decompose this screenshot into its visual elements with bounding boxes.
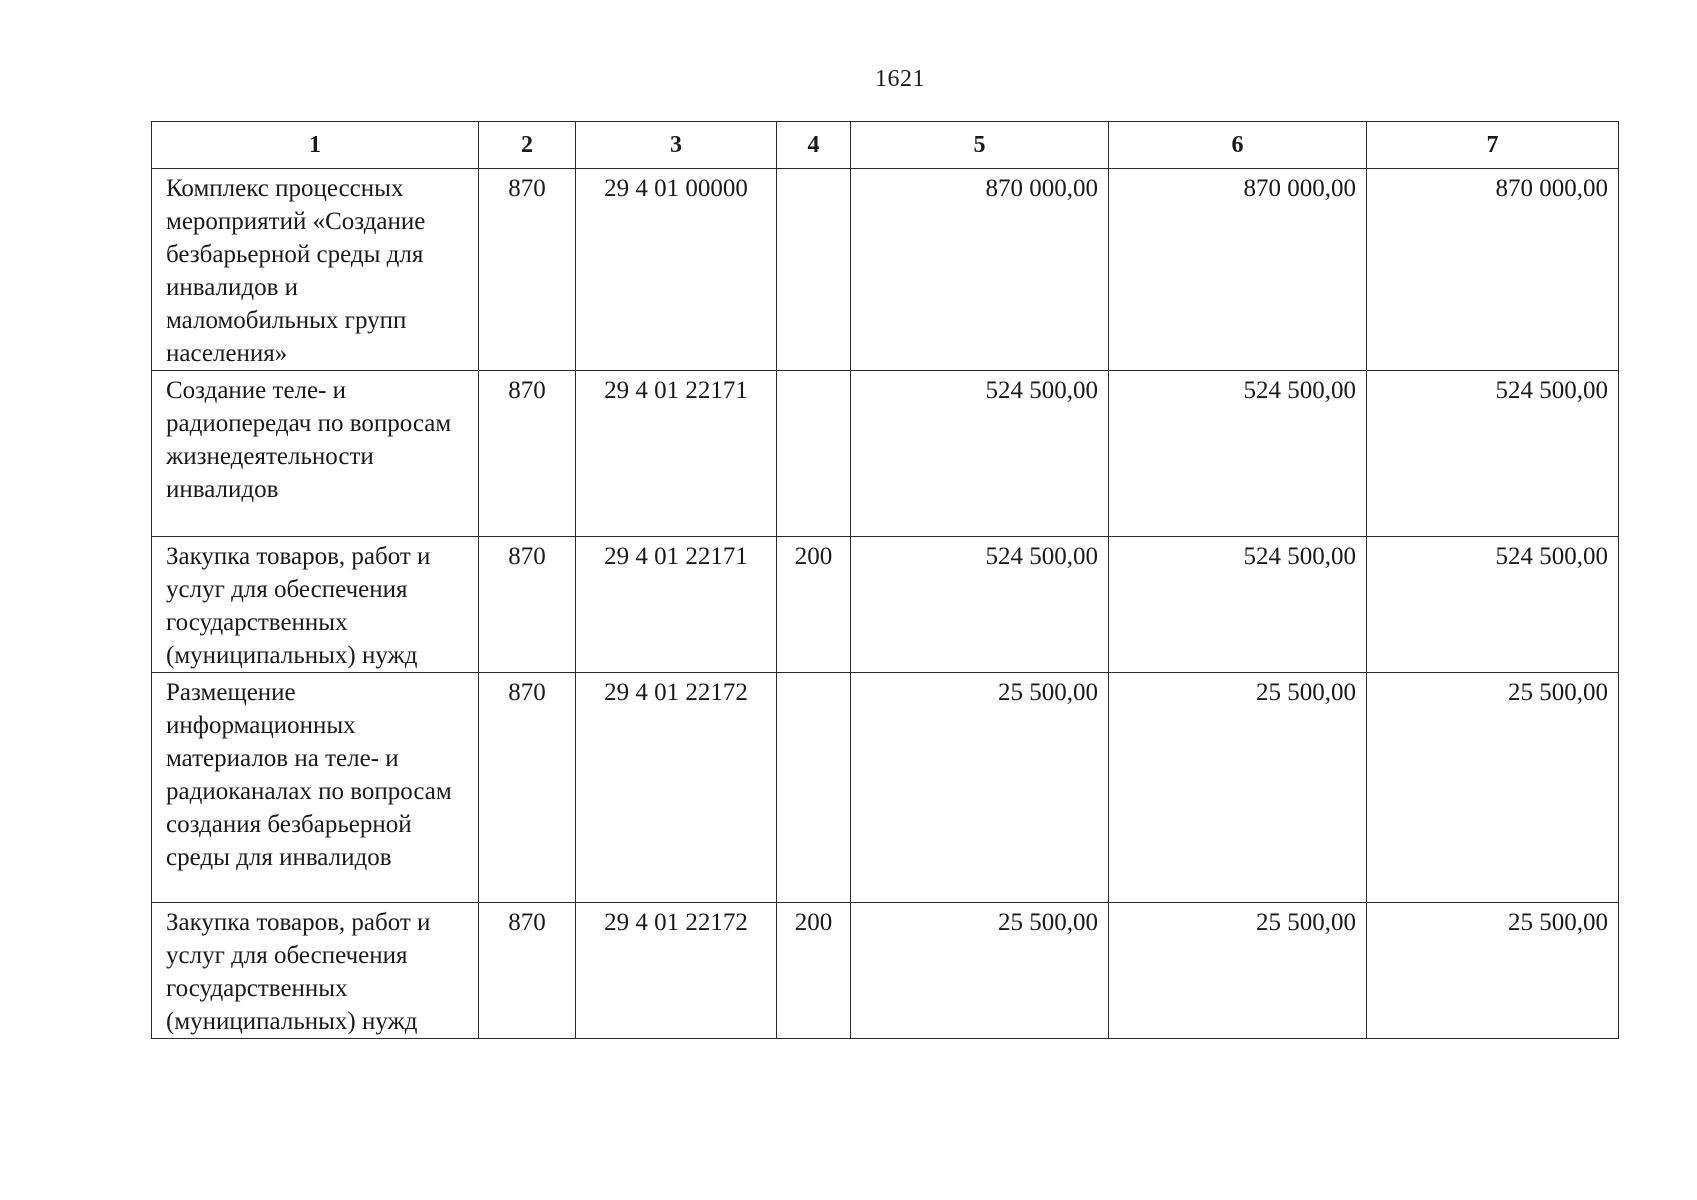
table-row bbox=[152, 371, 1619, 537]
expense-type-cell: 200 bbox=[777, 903, 851, 1039]
org-code-cell: 870 bbox=[479, 371, 576, 537]
target-code-cell: 29 4 01 00000 bbox=[576, 169, 777, 371]
table-row bbox=[152, 537, 1619, 673]
amount-col6-cell: 524 500,00 bbox=[1109, 537, 1367, 673]
expense-type-cell: 200 bbox=[777, 537, 851, 673]
amount-col5-cell: 25 500,00 bbox=[851, 673, 1109, 903]
column-header: 2 bbox=[479, 122, 576, 169]
amount-col6-cell: 524 500,00 bbox=[1109, 371, 1367, 537]
amount-col7-cell: 524 500,00 bbox=[1367, 537, 1619, 673]
column-header: 4 bbox=[777, 122, 851, 169]
column-header: 1 bbox=[152, 122, 479, 169]
target-code-cell: 29 4 01 22171 bbox=[576, 537, 777, 673]
amount-col7-cell: 25 500,00 bbox=[1367, 673, 1619, 903]
amount-col5-cell: 524 500,00 bbox=[851, 371, 1109, 537]
table-row bbox=[152, 903, 1619, 1039]
org-code-cell: 870 bbox=[479, 537, 576, 673]
row-name-cell: Закупка товаров, работ и услуг для обеспечения государственных (муниципальных) нужд bbox=[152, 903, 479, 1039]
amount-col7-cell: 25 500,00 bbox=[1367, 903, 1619, 1039]
budget-table bbox=[151, 121, 1619, 1039]
amount-col7-cell: 524 500,00 bbox=[1367, 371, 1619, 537]
column-header: 5 bbox=[851, 122, 1109, 169]
table-row bbox=[152, 673, 1619, 903]
row-name-cell: Закупка товаров, работ и услуг для обеспечения государственных (муниципальных) нужд bbox=[152, 537, 479, 673]
column-header: 7 bbox=[1367, 122, 1619, 169]
row-name-cell: Создание теле- и радиопередач по вопросам жизнедеятельности инвалидов bbox=[152, 371, 479, 537]
column-header: 3 bbox=[576, 122, 777, 169]
amount-col5-cell: 25 500,00 bbox=[851, 903, 1109, 1039]
amount-col6-cell: 25 500,00 bbox=[1109, 673, 1367, 903]
expense-type-cell bbox=[777, 371, 851, 537]
org-code-cell: 870 bbox=[479, 169, 576, 371]
amount-col7-cell: 870 000,00 bbox=[1367, 169, 1619, 371]
org-code-cell: 870 bbox=[479, 673, 576, 903]
target-code-cell: 29 4 01 22172 bbox=[576, 673, 777, 903]
org-code-cell: 870 bbox=[479, 903, 576, 1039]
table-row bbox=[152, 169, 1619, 371]
amount-col6-cell: 25 500,00 bbox=[1109, 903, 1367, 1039]
table-header-row bbox=[152, 122, 1619, 169]
expense-type-cell bbox=[777, 169, 851, 371]
amount-col5-cell: 870 000,00 bbox=[851, 169, 1109, 371]
page-number: 1621 bbox=[875, 66, 925, 92]
expense-type-cell bbox=[777, 673, 851, 903]
target-code-cell: 29 4 01 22172 bbox=[576, 903, 777, 1039]
amount-col6-cell: 870 000,00 bbox=[1109, 169, 1367, 371]
amount-col5-cell: 524 500,00 bbox=[851, 537, 1109, 673]
column-header: 6 bbox=[1109, 122, 1367, 169]
row-name-cell: Размещение информационных материалов на теле- и радиоканалах по вопросам создания безбарьерной среды для инвалидов bbox=[152, 673, 479, 903]
row-name-cell: Комплекс процессных мероприятий «Создание безбарьерной среды для инвалидов и маломобильных групп населения» bbox=[152, 169, 479, 371]
target-code-cell: 29 4 01 22171 bbox=[576, 371, 777, 537]
